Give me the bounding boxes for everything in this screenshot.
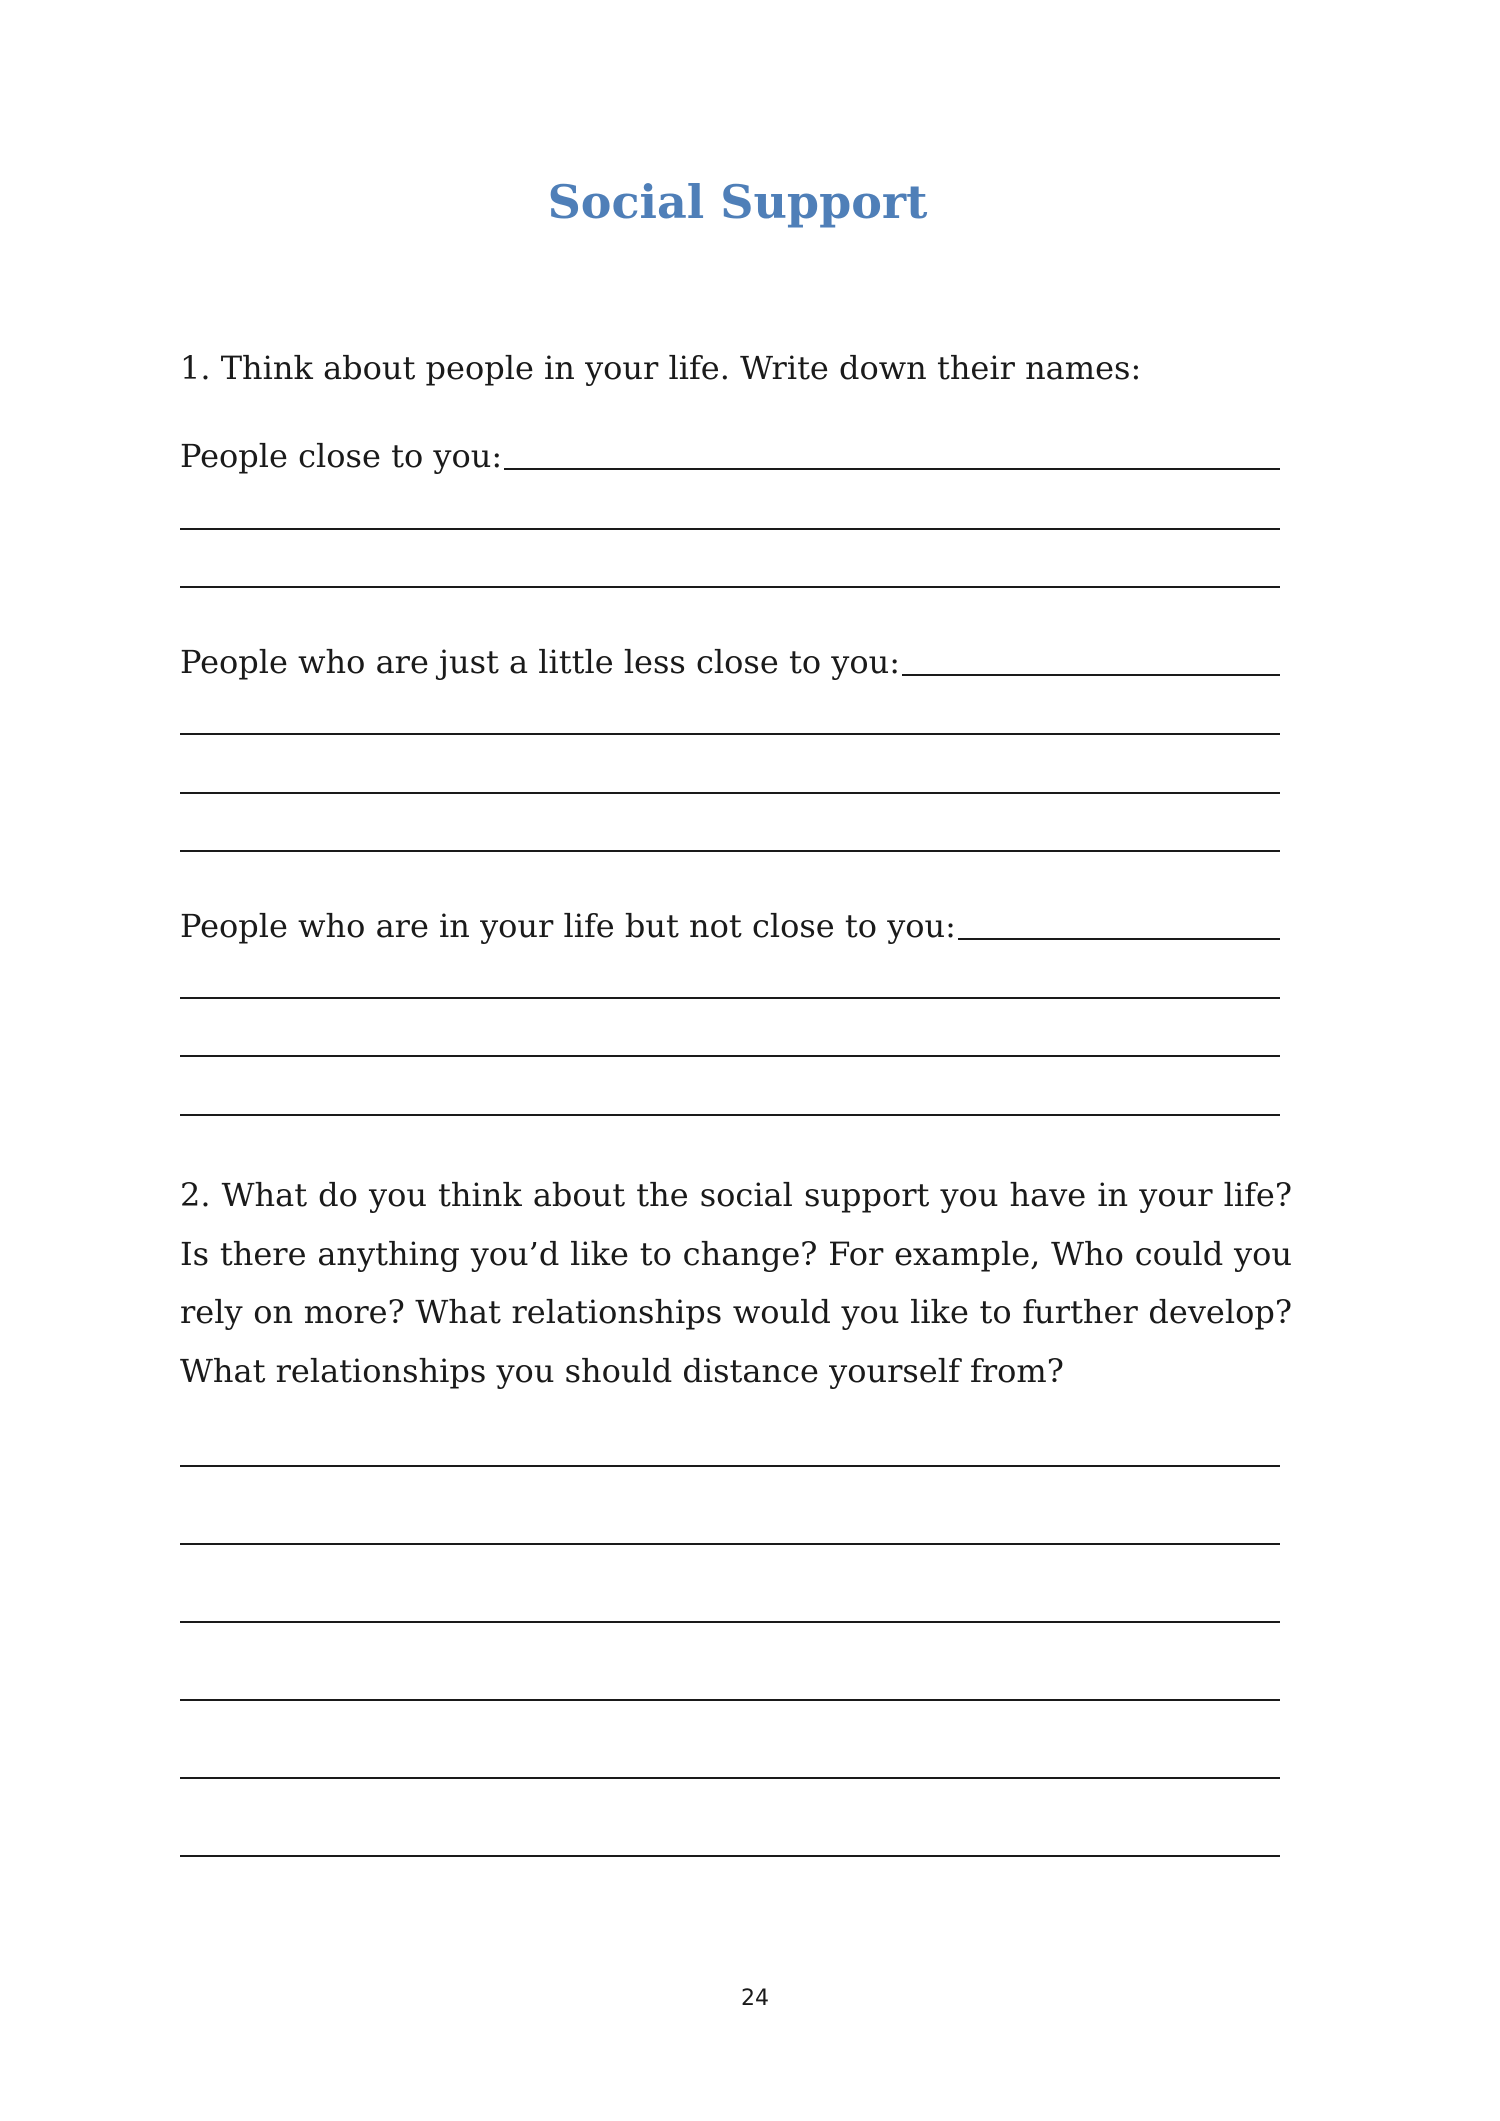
group-not-close-answer-line-3[interactable] (180, 1055, 1280, 1057)
group-less-close-answer-line-2[interactable] (180, 733, 1280, 735)
question-2-answer-line-3[interactable] (180, 1621, 1280, 1623)
page-title: Social Support (547, 175, 928, 229)
group-less-close-label: People who are just a little less close to you: (180, 643, 900, 681)
group-less-close-answer-line-4[interactable] (180, 850, 1280, 852)
group-close-label: People close to you: (180, 437, 503, 475)
page-number: 24 (741, 1986, 769, 2011)
question-2-answer-line-6[interactable] (180, 1855, 1280, 1857)
group-close-answer-line-3[interactable] (180, 586, 1280, 588)
question-2-answer-line-5[interactable] (180, 1777, 1280, 1779)
question-2-answer-line-1[interactable] (180, 1465, 1280, 1467)
group-less-close-answer-line-3[interactable] (180, 792, 1280, 794)
group-less-close-row (180, 640, 1280, 684)
question-1-prompt: 1. Think about people in your life. Write down their names: (180, 349, 1142, 387)
group-not-close-answer-line-2[interactable] (180, 997, 1280, 999)
group-close-answer-line-2[interactable] (180, 528, 1280, 530)
group-not-close-answer-line-4[interactable] (180, 1114, 1280, 1116)
group-close-answer-line-1[interactable] (504, 468, 1280, 470)
question-2-prompt: 2. What do you think about the social support you have in your life? Is there anything you’d like to change? For example, Who could you rely on more? What relationships would you like to further develop? What relationships you should distance yourself from? (180, 1176, 1292, 1390)
group-not-close-answer-line-1[interactable] (958, 938, 1280, 940)
question-2-answer-line-2[interactable] (180, 1543, 1280, 1545)
question-2-answer-line-4[interactable] (180, 1699, 1280, 1701)
group-not-close-row (180, 904, 1280, 948)
group-less-close-answer-line-1[interactable] (902, 674, 1280, 676)
group-close-row (180, 434, 1280, 478)
group-not-close-label: People who are in your life but not close to you: (180, 907, 956, 945)
